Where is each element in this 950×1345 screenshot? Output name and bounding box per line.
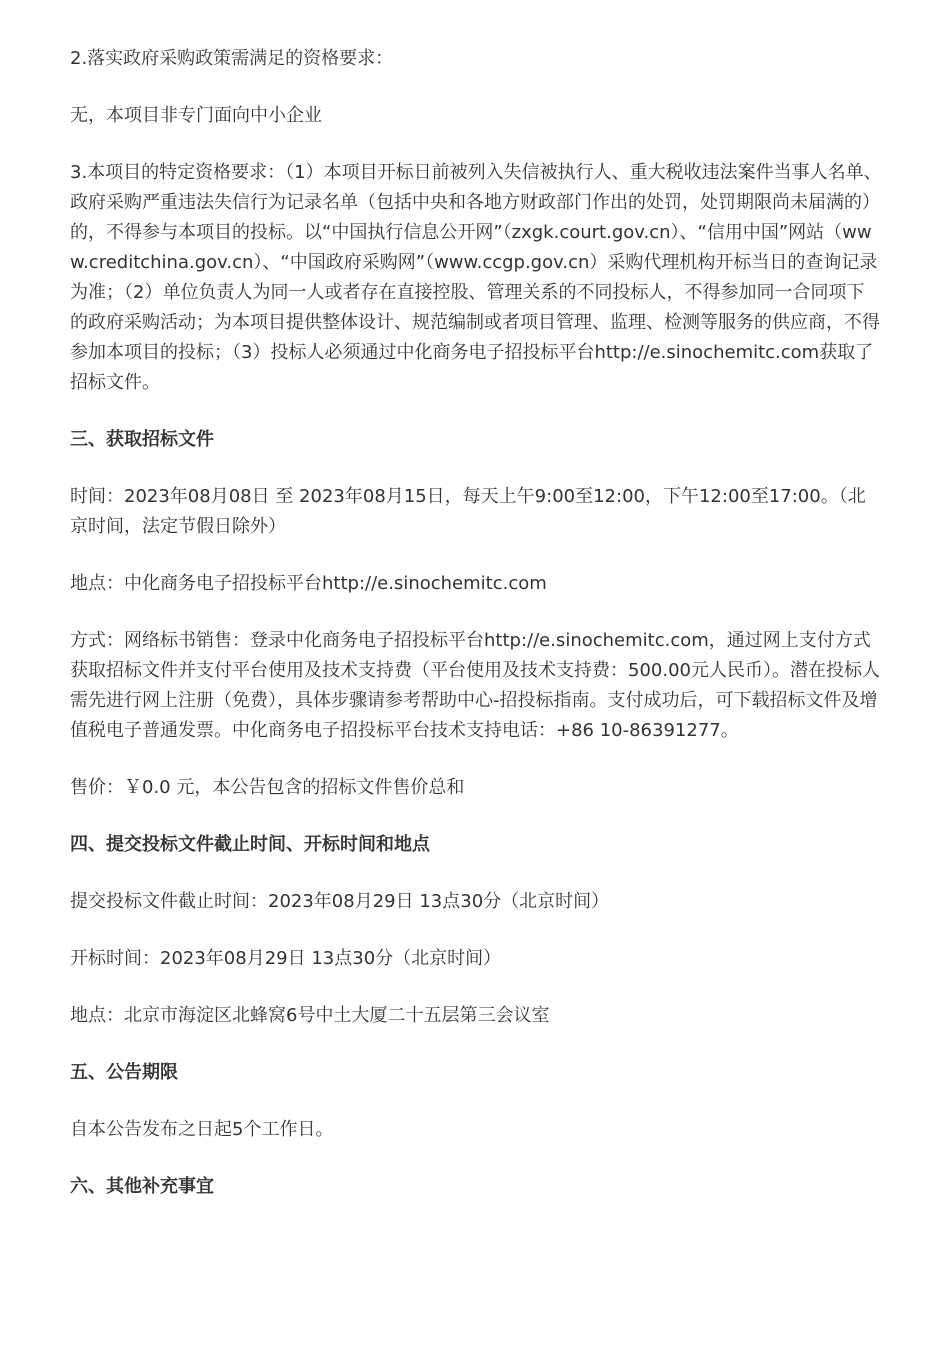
document-price: 售价：￥0.0 元，本公告包含的招标文件售价总和	[70, 777, 465, 798]
qualification-policy-value: 无，本项目非专门面向中小企业	[70, 105, 322, 126]
notice-period-text: 自本公告发布之日起5个工作日。	[70, 1119, 334, 1140]
section-heading-other-matters: 六、其他补充事宜	[70, 1176, 214, 1197]
obtain-place: 地点：中化商务电子招投标平台http://e.sinochemitc.com	[70, 573, 547, 594]
special-qualification-requirements: 3.本项目的特定资格要求：（1）本项目开标日前被列入失信被执行人、重大税收违法案件当事人名单、政府采购严重违法失信行为记录名单（包括中央和各地方财政部门作出的处罚，处罚期限尚未届满的）的，不得参与本项目的投标。以“中国执行信息公开网”（zxgk.court.gov.cn）、“信用中国”网站（www.creditchina.gov.cn）、“中国政府采购网”（www.ccgp.gov.cn）采购代理机构开标当日的查询记录为准；（2）单位负责人为同一人或者存在直接控股、管理关系的不同投标人，不得参加同一合同项下的政府采购活动；为本项目提供整体设计、规范编制或者项目管理、监理、检测等服务的供应商，不得参加本项目的投标；（3）投标人必须通过中化商务电子招投标平台http://e.sinochemitc.com获取了招标文件。	[70, 162, 882, 393]
section-heading-notice-period: 五、公告期限	[70, 1062, 178, 1083]
section-heading-obtain-documents: 三、获取招标文件	[70, 429, 214, 450]
section-heading-submission: 四、提交投标文件截止时间、开标时间和地点	[70, 834, 430, 855]
qualification-policy-title: 2.落实政府采购政策需满足的资格要求：	[70, 48, 394, 69]
announcement-document	[70, 44, 882, 1229]
opening-time: 开标时间：2023年08月29日 13点30分（北京时间）	[70, 948, 502, 969]
obtain-method: 方式：网络标书销售：登录中化商务电子招投标平台http://e.sinochemitc.com，通过网上支付方式获取招标文件并支付平台使用及技术支持费（平台使用及技术支持费：500.00元人民币）。潜在投标人需先进行网上注册（免费），具体步骤请参考帮助中心-招投标指南。支付成功后，可下载招标文件及增值税电子普通发票。中化商务电子招投标平台技术支持电话：+86 10-86391277。	[70, 630, 880, 741]
opening-place: 地点：北京市海淀区北蜂窝6号中土大厦二十五层第三会议室	[70, 1005, 550, 1026]
submission-deadline: 提交投标文件截止时间：2023年08月29日 13点30分（北京时间）	[70, 891, 610, 912]
obtain-time: 时间：2023年08月08日 至 2023年08月15日，每天上午9:00至12:00，下午12:00至17:00。（北京时间，法定节假日除外）	[70, 486, 866, 537]
